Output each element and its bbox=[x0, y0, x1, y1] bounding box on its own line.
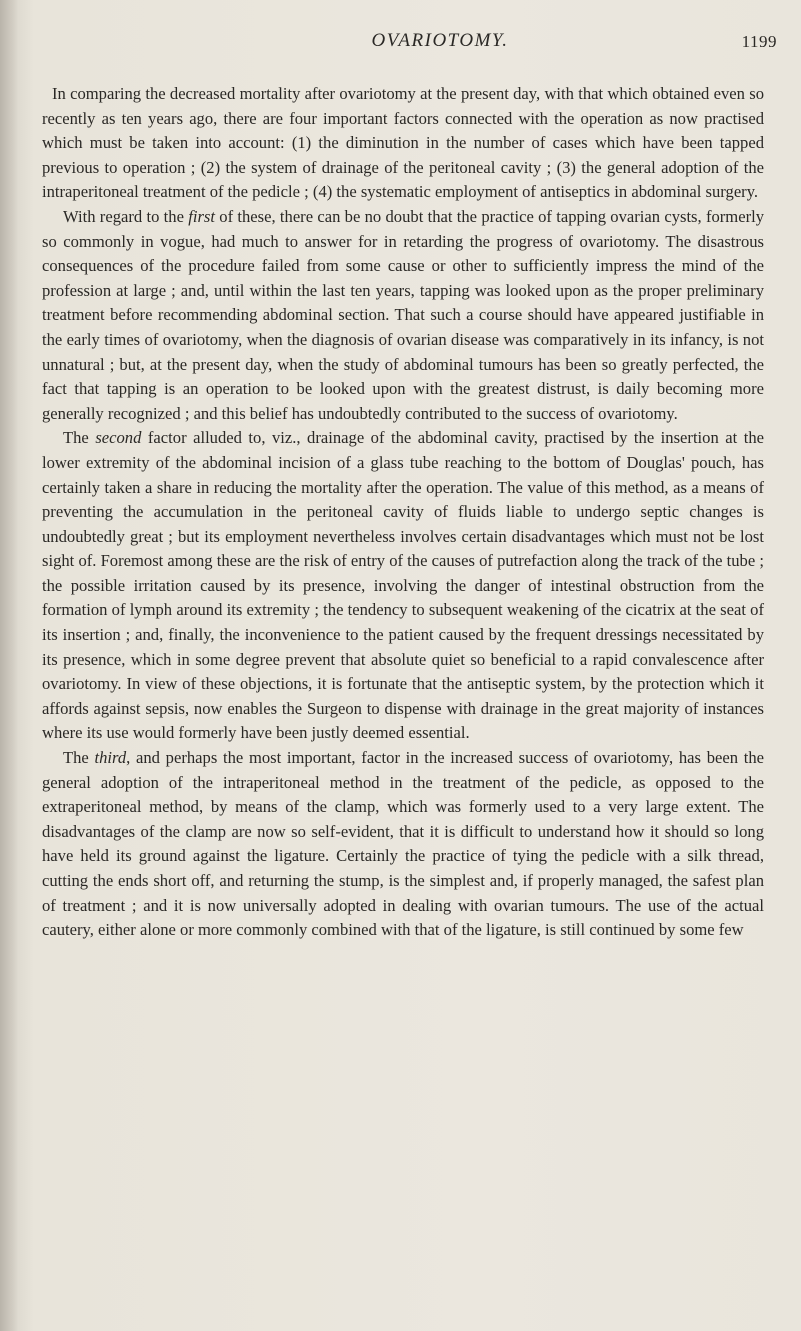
paragraph-first-factor-body: of these, there can be no doubt that the practice of tapping ovarian cysts, formerly so commonly in vogue, had much to answer for in retarding the progress of ovariotomy. The disastrous consequences of the procedure failed from some cause or other to sufficiently impress the mind of the profession at large ; and, until within the last ten years, tapping was looked upon as the proper preliminary treatment before recommending abdominal section. That such a course should have appeared justifiable in the early times of ovariotomy, when the diagnosis of ovarian disease was comparatively in its infancy, is not unnatural ; but, at the present day, when the study of abdominal tumours has been so greatly perfected, the fact that tapping is an operation to be looked upon with the greatest distrust, is daily becoming more generally recognized ; and this belief has undoubtedly contributed to the success of ovariotomy. bbox=[42, 206, 765, 423]
body-text bbox=[42, 82, 764, 943]
paragraph-second-factor-body: factor alluded to, viz., drainage of the abdominal cavity, practised by the insertion at the lower extremity of the abdominal incision of a glass tube reaching to the bottom of Douglas' pouch, has certainly taken a share in reducing the mortality after the operation. The value of this method, as a means of preventing the accumulation in the peritoneal cavity of fluids liable to undergo septic changes is undoubtedly great ; but its employment nevertheless involves certain disadvantages which must not be lost sight of. Foremost among these are the risk of entry of the causes of putrefaction along the track of the tube ; the possible irritation caused by its presence, involving the danger of intestinal obstruction from the formation of lymph around its extremity ; the tendency to subsequent weakening of the cicatrix at the seat of its insertion ; and, finally, the inconvenience to the patient caused by the frequent dressings necessitated by its presence, which in some degree prevent that absolute quiet so beneficial to a rapid convalescence after ovariotomy. In view of these objections, it is fortunate that the antiseptic system, by the protection which it affords against sepsis, now enables the Surgeon to dispense with drainage in the great majority of instances where its use would formerly have been justly deemed essential. bbox=[42, 428, 765, 743]
page-header bbox=[0, 22, 801, 62]
running-title: OVARIOTOMY. bbox=[371, 30, 509, 51]
paragraph-third-factor bbox=[42, 746, 764, 943]
paragraph-first-factor bbox=[42, 205, 764, 426]
emphasis-third: third bbox=[94, 748, 127, 768]
emphasis-second: second bbox=[95, 428, 142, 448]
page-number: 1199 bbox=[741, 32, 777, 51]
paragraph-second-factor-lead: The bbox=[63, 428, 96, 448]
paragraph-third-factor-lead: The bbox=[63, 748, 95, 768]
paragraph-second-factor bbox=[42, 426, 764, 746]
paragraph-third-factor-body: , and perhaps the most important, factor in the increased success of ovariotomy, has been the general adoption of the intraperitoneal method in the treatment of the pedicle, as opposed to the extraperitoneal method, by means of the clamp, which was formerly used to a very large extent. The disadvantages of the clamp are now so self-evident, that it is difficult to understand how it should so long have held its ground against the ligature. Certainly the practice of tying the pedicle with a silk thread, cutting the ends short off, and returning the stump, is the simplest and, if properly managed, the safest plan of treatment ; and it is now universally adopted in dealing with ovarian tumours. The use of the actual cautery, either alone or more commonly combined with that of the ligature, is still continued by some few bbox=[42, 748, 764, 940]
paragraph-intro: In comparing the decreased mortality after ovariotomy at the present day, with that which obtained even so recently as ten years ago, there are four important factors connected with the operation as now practised which must be taken into account: (1) the diminution in the number of cases which have been tapped previous to operation ; (2) the system of drainage of the peritoneal cavity ; (3) the general adoption of the intraperitoneal treatment of the pedicle ; (4) the systematic employment of antiseptics in abdominal surgery. bbox=[42, 84, 764, 202]
emphasis-first: first bbox=[188, 206, 215, 226]
paragraph-first-factor-lead: With regard to the bbox=[63, 206, 189, 226]
page-gutter-shadow bbox=[0, 0, 18, 1331]
